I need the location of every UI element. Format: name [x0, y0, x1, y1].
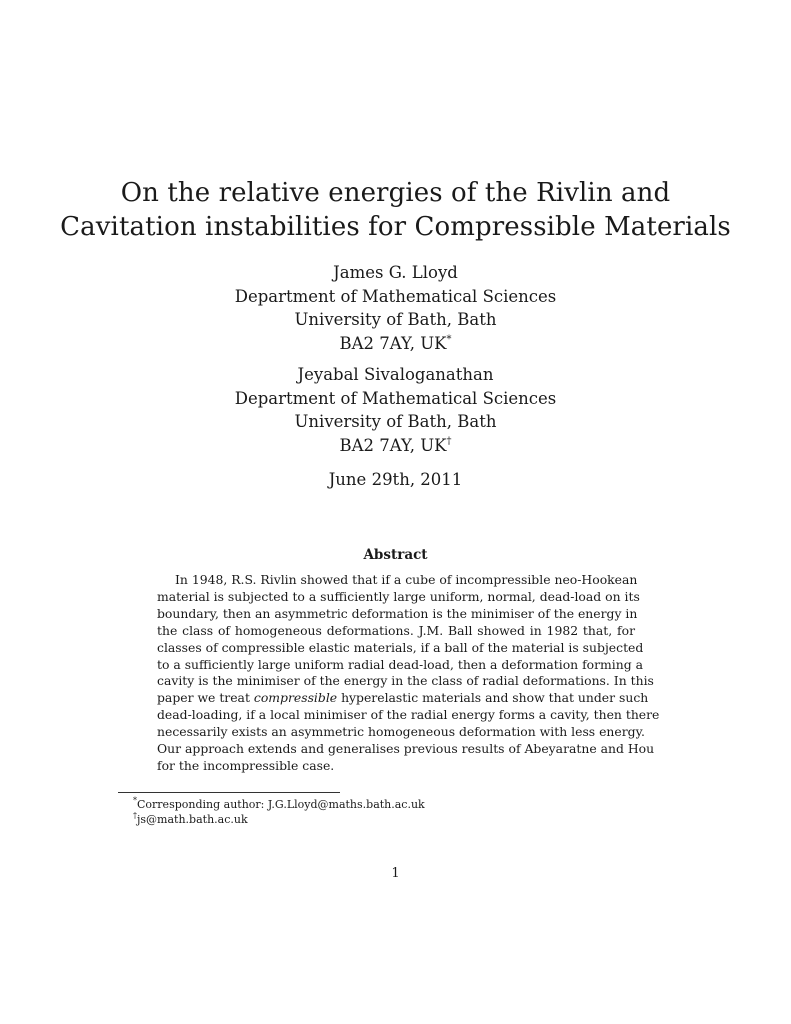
abstract-body [157, 572, 660, 775]
abstract-heading: Abstract [363, 547, 428, 563]
footnotes [133, 797, 425, 827]
abstract-line: In 1948, R.S. Rivlin showed that if a cube of incompressible neo-Hookean [175, 572, 638, 587]
abstract-line: to a sufficiently large uniform radial dead-load, then a deformation forming a [157, 656, 643, 672]
footnote-divider [118, 792, 340, 793]
author-university: University of Bath, Bath [294, 412, 497, 431]
page-number: 1 [391, 866, 400, 881]
author-name: Jeyabal Sivaloganathan [297, 365, 494, 384]
title-line: Cavitation instabilities for Compressible Materials [60, 212, 731, 242]
abstract-text: hyperelastic materials and show that under such [337, 690, 649, 706]
footnote-mark: † [446, 435, 452, 447]
title-line: On the relative energies of the Rivlin and [120, 178, 671, 208]
author-postcode: BA2 7AY, UK† [339, 435, 452, 455]
paper-date: June 29th, 2011 [328, 470, 463, 489]
footnote-email [133, 812, 425, 827]
author-university: University of Bath, Bath [294, 310, 497, 329]
abstract-line: for the incompressible case. [157, 757, 335, 773]
abstract-line: the class of homogeneous deformations. J.M. Ball showed in 1982 that, for [157, 622, 635, 638]
abstract-line: dead-loading, if a local minimiser of the radial energy forms a cavity, then there [157, 707, 660, 723]
abstract-line: cavity is the minimiser of the energy in the class of radial deformations. In this [157, 673, 654, 689]
footnote-text: js@math.bath.ac.uk [137, 813, 248, 826]
footnote-corresponding-author [133, 797, 425, 812]
author-block-lloyd [0, 261, 791, 355]
footnote-text: Corresponding author: J.G.Lloyd@maths.bath.ac.uk [137, 798, 425, 811]
paper-title [0, 176, 791, 244]
author-department: Department of Mathematical Sciences [234, 286, 557, 306]
author-name: James G. Lloyd [333, 263, 458, 282]
author-department: Department of Mathematical Sciences [234, 388, 557, 408]
abstract-italic: compressible [253, 690, 338, 706]
author-postcode: BA2 7AY, UK* [339, 333, 452, 353]
author-block-sivaloganathan [0, 363, 791, 457]
abstract-line [157, 690, 649, 707]
footnote-mark: * [133, 796, 137, 805]
abstract-text: paper we treat [157, 690, 254, 706]
abstract-line: boundary, then an asymmetric deformation is the minimiser of the energy in [157, 605, 638, 621]
abstract-line: classes of compressible elastic materials, if a ball of the material is subjected [157, 639, 644, 655]
abstract-line: Our approach extends and generalises previous results of Abeyaratne and Hou [157, 741, 655, 757]
abstract-line: necessarily exists an asymmetric homogeneous deformation with less energy. [157, 724, 645, 740]
footnote-mark: * [446, 333, 452, 345]
footnote-mark: † [133, 811, 137, 820]
abstract-line: material is subjected to a sufficiently large uniform, normal, dead-load on its [157, 588, 640, 604]
